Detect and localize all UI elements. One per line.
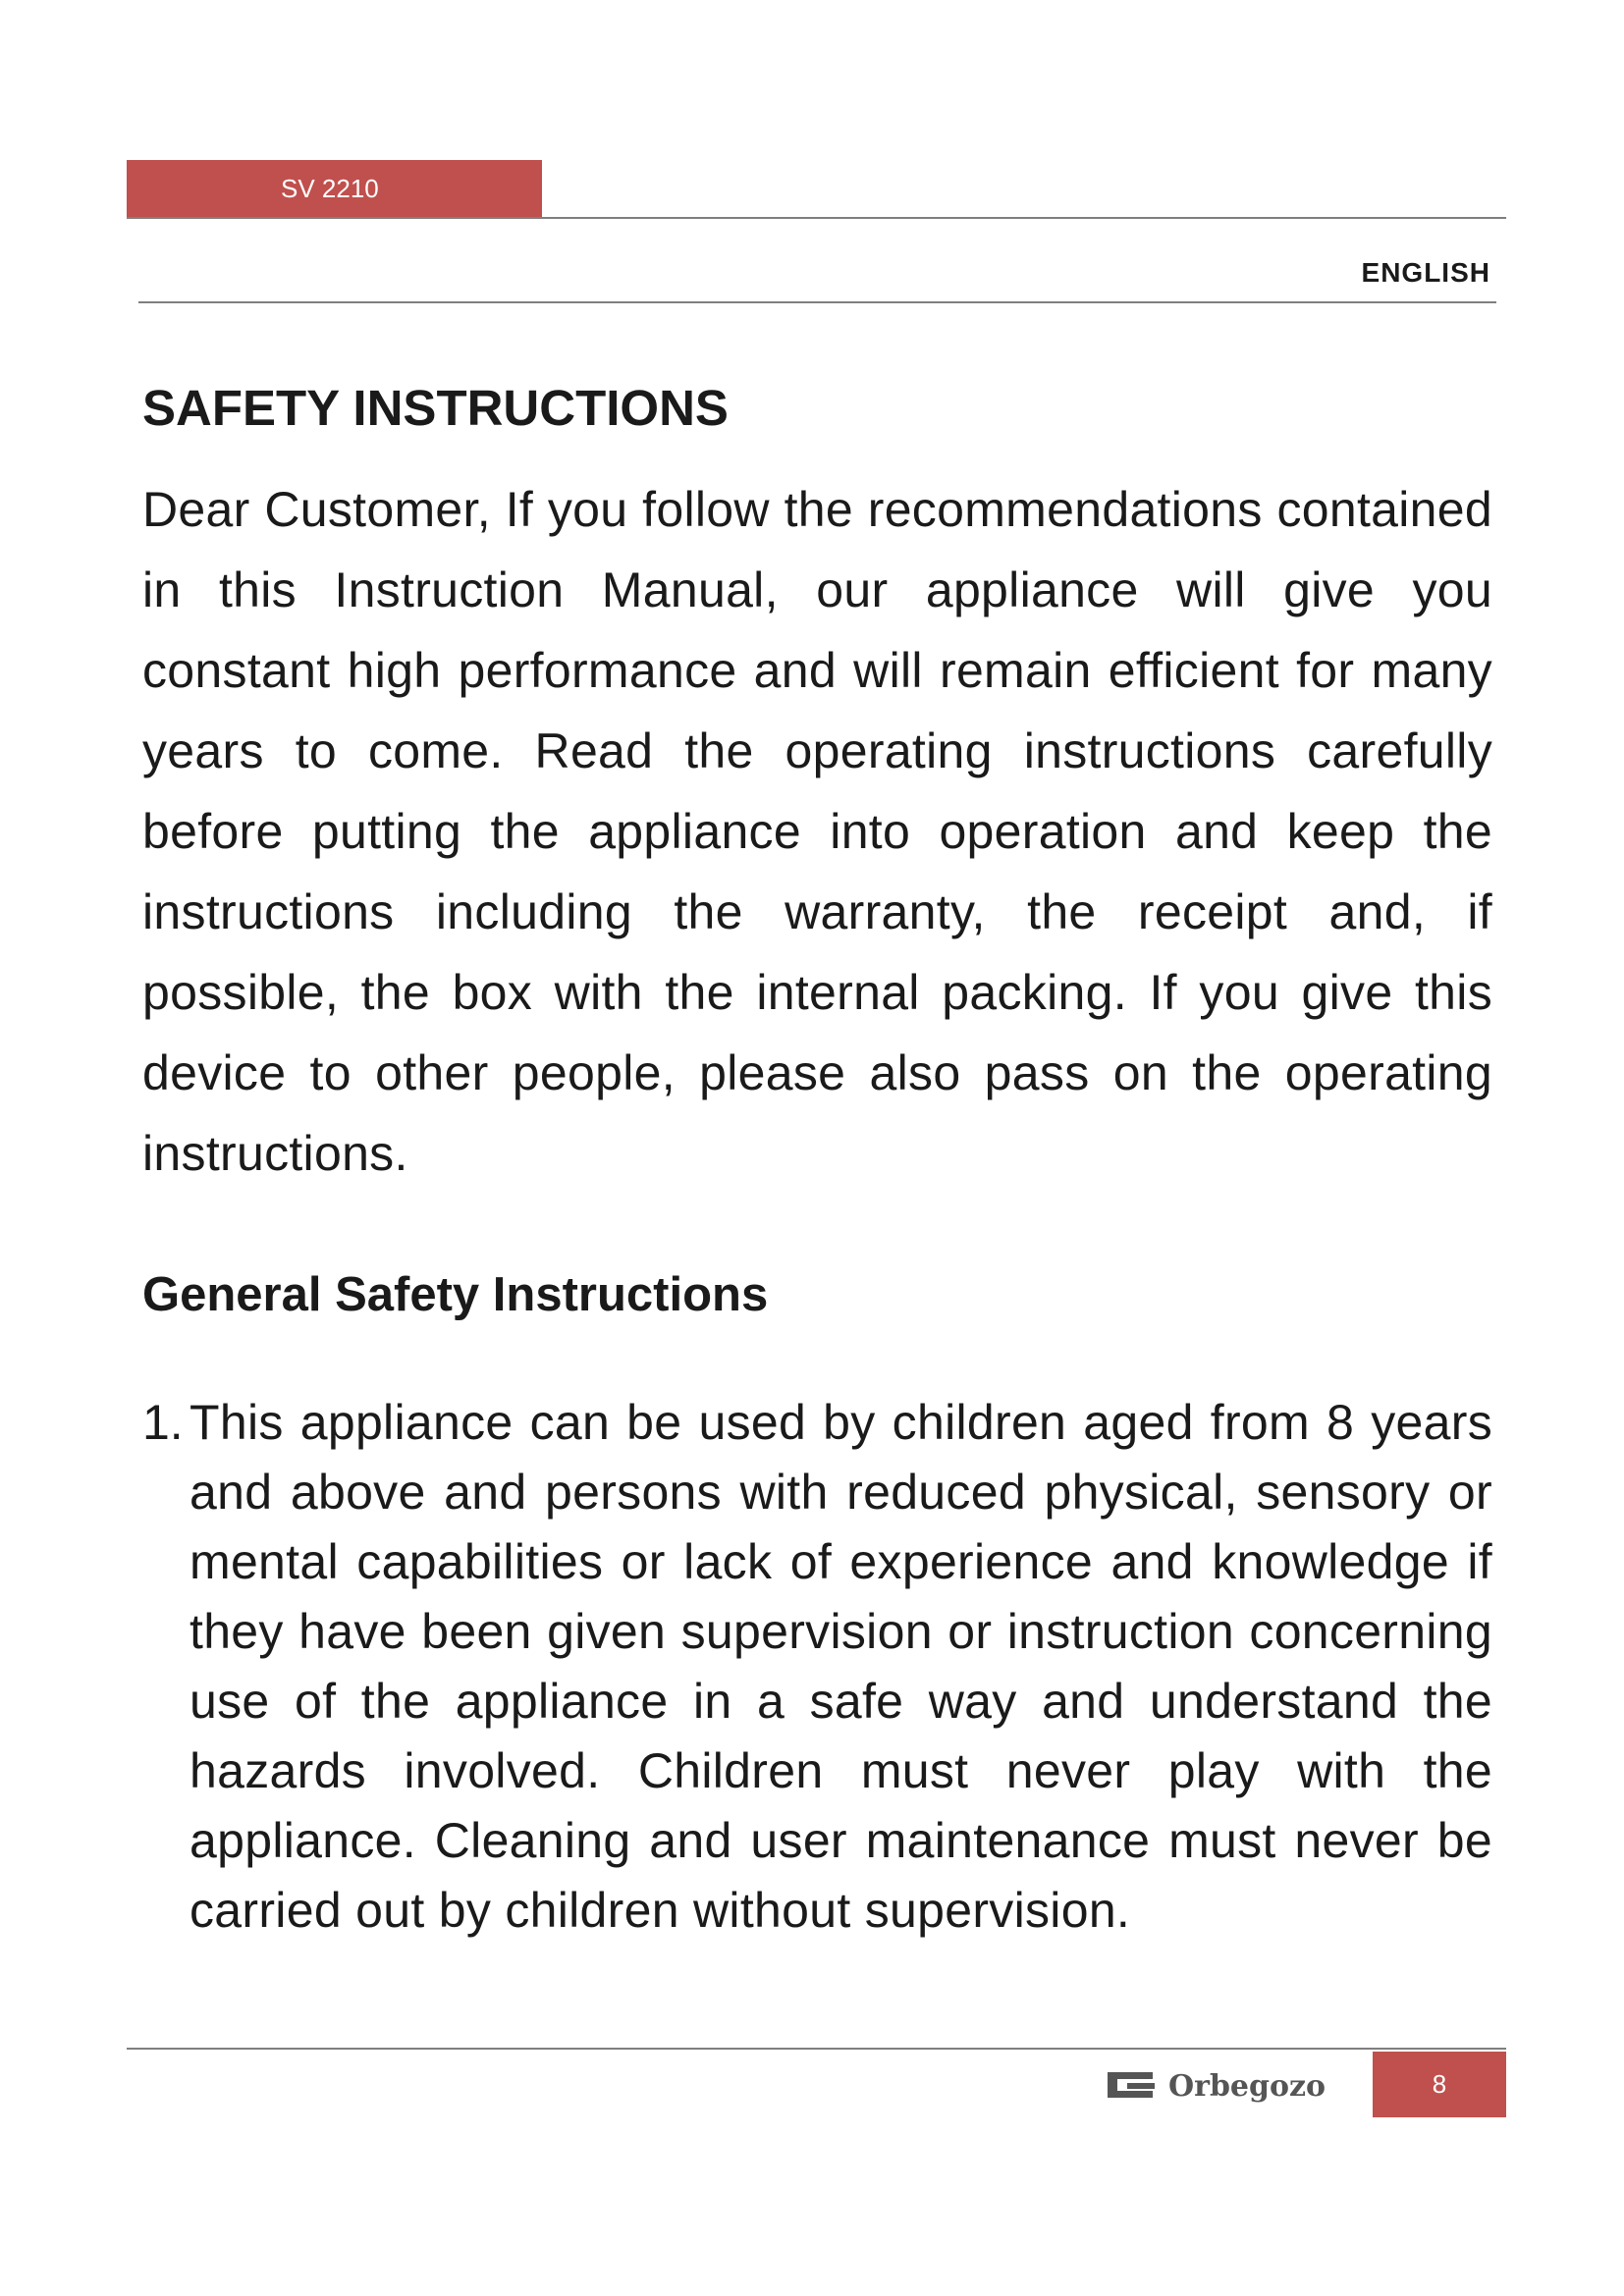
section-subtitle: General Safety Instructions	[142, 1268, 769, 1321]
list-item-text: This appliance can be used by children aged from 8 years and above and persons with reduced physical, sensory or mental capabilities or lack of experience and knowledge if they have been given supervision or instruction concerning use of the appliance in a safe way and understand the hazards involved. Children must never play with the appliance. Cleaning and user maintenance must never be carried out by children without supervision.	[189, 1395, 1492, 1938]
header-divider	[127, 217, 1506, 219]
page-number-box	[1373, 2052, 1506, 2117]
page-number: 8	[1432, 2069, 1447, 2099]
brand-mark-icon	[1108, 2072, 1155, 2098]
brand-name: Orbegozo	[1168, 2069, 1326, 2104]
language-divider	[138, 301, 1496, 303]
list-item	[142, 1388, 1492, 1946]
model-number: SV 2210	[281, 174, 379, 203]
intro-paragraph: Dear Customer, If you follow the recommendations contained in this Instruction Manual, our appliance will give you constant high performance and will remain efficient for many years to come. Read the operating instructions carefully before putting the appliance into operation and keep the instructions including the warranty, the receipt and, if possible, the box with the internal packing. If you give this device to other people, please also pass on the operating instructions.	[142, 482, 1492, 1181]
language-label: ENGLISH	[1361, 257, 1490, 288]
footer-divider	[127, 2048, 1506, 2050]
instructions-list	[142, 1388, 1492, 1946]
list-item-number: 1.	[142, 1395, 184, 1450]
brand-logo	[1106, 2062, 1359, 2108]
page-title: SAFETY INSTRUCTIONS	[142, 380, 729, 436]
page-content	[142, 373, 1492, 1946]
model-tab	[127, 160, 542, 218]
